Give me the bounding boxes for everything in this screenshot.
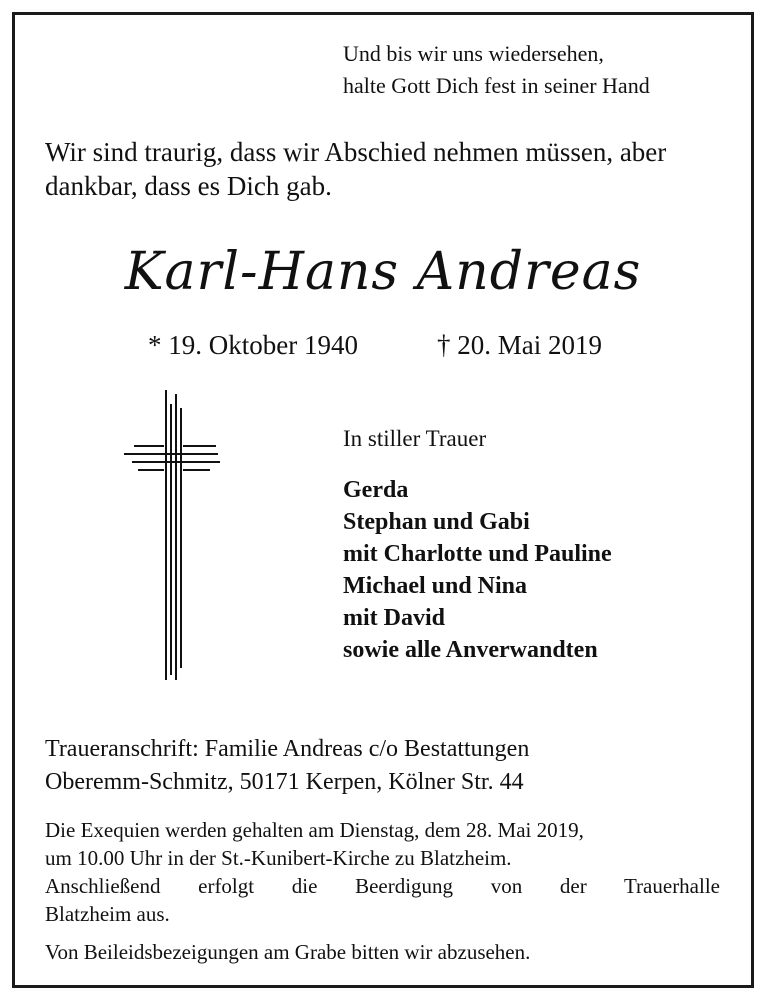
mourner-name: Michael und Nina (343, 573, 528, 599)
death-date: † 20. Mai 2019 (437, 330, 602, 360)
cross-icon (120, 390, 220, 680)
intro-text (45, 135, 666, 203)
birth-date: * 19. Oktober 1940 (148, 330, 358, 360)
mourner-name: sowie alle Anverwandten (343, 637, 598, 663)
mourner-list (343, 474, 612, 666)
details-line: Anschließend erfolgt die Beerdigung von der Trauerhalle (45, 874, 720, 898)
intro-line: Wir sind traurig, dass wir Abschied nehmen müssen, aber (45, 137, 667, 167)
mourner-name: Gerda (343, 477, 409, 503)
verse-line: halte Gott Dich fest in seiner Hand (343, 73, 650, 98)
mourning-label: In stiller Trauer (343, 426, 487, 451)
address-line: Oberemm-Schmitz, 50171 Kerpen, Kölner Str. 44 (45, 769, 524, 795)
verse (343, 38, 650, 102)
mourning-address (45, 733, 529, 799)
mourner-name: mit Charlotte und Pauline (343, 541, 612, 567)
mourner-name: mit David (343, 605, 445, 631)
verse-line: Und bis wir uns wiedersehen, (343, 41, 604, 66)
intro-line: dankbar, dass es Dich gab. (45, 171, 332, 201)
condolence-note: Von Beileidsbezeigungen am Grabe bitten wir abzusehen. (45, 940, 531, 964)
mourner-name: Stephan und Gabi (343, 509, 530, 535)
details-line: Blatzheim aus. (45, 902, 170, 926)
funeral-details (45, 816, 720, 928)
details-line: Die Exequien werden gehalten am Dienstag, dem 28. Mai 2019, (45, 818, 584, 842)
details-line: um 10.00 Uhr in der St.-Kunibert-Kirche zu Blatzheim. (45, 846, 512, 870)
deceased-name: Karl-Hans Andreas (124, 242, 642, 302)
address-line: Traueranschrift: Familie Andreas c/o Bestattungen (45, 736, 530, 762)
